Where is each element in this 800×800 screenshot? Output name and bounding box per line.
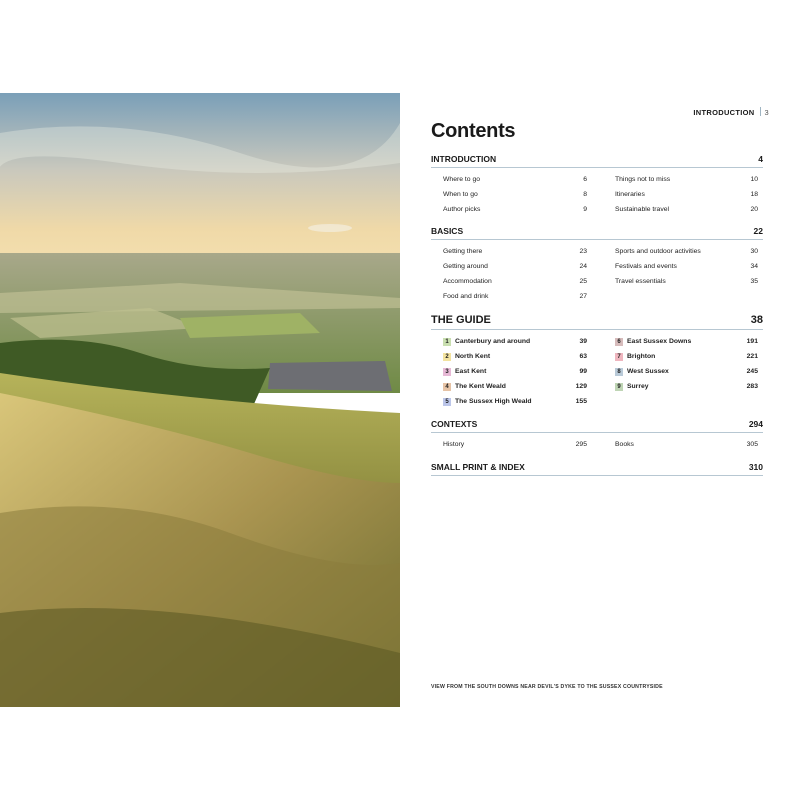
section-contexts — [431, 419, 763, 448]
entry-label: Author picks — [443, 206, 481, 213]
chapter-number-badge: 1 — [443, 338, 451, 346]
section-heading[interactable] — [431, 226, 763, 240]
chapter-entry[interactable] — [443, 337, 587, 352]
entry-page: 129 — [575, 383, 587, 390]
section-label: BASICS — [431, 226, 464, 236]
entry-page: 30 — [750, 248, 758, 255]
entry-page: 8 — [583, 191, 587, 198]
entry-page: 20 — [750, 206, 758, 213]
photo-caption: VIEW FROM THE SOUTH DOWNS NEAR DEVIL'S DYKE TO THE SUSSEX COUNTRYSIDE — [431, 684, 663, 690]
landscape-photo — [0, 93, 400, 707]
entry-page: 191 — [746, 338, 758, 345]
toc-entry[interactable] — [615, 277, 758, 292]
toc-entry[interactable] — [615, 247, 758, 262]
chapter-entry[interactable] — [443, 397, 587, 412]
running-head-label: INTRODUCTION — [693, 108, 755, 117]
entry-page: 245 — [746, 368, 758, 375]
entry-page: 35 — [750, 278, 758, 285]
section-label: INTRODUCTION — [431, 154, 497, 164]
entry-label: Festivals and events — [615, 263, 677, 270]
entry-page: 18 — [750, 191, 758, 198]
entry-page: 305 — [746, 441, 758, 448]
section-heading[interactable] — [431, 154, 763, 168]
contents-page — [431, 93, 769, 707]
entry-label: Books — [615, 441, 634, 448]
toc-entry[interactable] — [615, 440, 758, 455]
section-label: SMALL PRINT & INDEX — [431, 462, 525, 472]
entry-label: Getting around — [443, 263, 488, 270]
entry-label: The Sussex High Weald — [455, 398, 532, 405]
entry-page: 39 — [579, 338, 587, 345]
chapter-number-badge: 5 — [443, 398, 451, 406]
toc-entry[interactable] — [443, 247, 587, 262]
toc-entry[interactable] — [443, 440, 587, 455]
chapter-entry[interactable] — [443, 352, 587, 367]
toc-entry[interactable] — [615, 205, 758, 220]
entry-label: When to go — [443, 191, 478, 198]
section-small-print-index — [431, 462, 763, 476]
toc-entry[interactable] — [443, 277, 587, 292]
toc-entry[interactable] — [443, 262, 587, 277]
entry-label: Getting there — [443, 248, 483, 255]
toc-entry[interactable] — [443, 292, 587, 307]
chapter-number-badge: 4 — [443, 383, 451, 391]
chapter-entry[interactable] — [615, 352, 758, 367]
entry-label: Sports and outdoor activities — [615, 248, 701, 255]
toc-entry[interactable] — [443, 175, 587, 190]
entry-page: 99 — [579, 368, 587, 375]
chapter-entry[interactable] — [615, 382, 758, 397]
entry-label: Travel essentials — [615, 278, 666, 285]
entry-label: Food and drink — [443, 293, 489, 300]
toc-entry[interactable] — [615, 262, 758, 277]
section-basics — [431, 226, 763, 300]
entry-page: 10 — [750, 176, 758, 183]
section-page: 22 — [753, 226, 763, 236]
running-head-page: 3 — [764, 108, 769, 117]
section-label: CONTEXTS — [431, 419, 478, 429]
entry-label: The Kent Weald — [455, 383, 506, 390]
toc-entry[interactable] — [615, 175, 758, 190]
section-heading[interactable] — [431, 314, 763, 330]
chapter-number-badge: 6 — [615, 338, 623, 346]
chapter-number-badge: 7 — [615, 353, 623, 361]
entry-label: East Sussex Downs — [627, 338, 692, 345]
entry-label: History — [443, 441, 465, 448]
entry-page: 34 — [750, 263, 758, 270]
entry-label: Surrey — [627, 383, 649, 390]
entry-label: Canterbury and around — [455, 338, 531, 345]
chapter-number-badge: 2 — [443, 353, 451, 361]
entry-page: 27 — [579, 293, 587, 300]
chapter-number-badge: 8 — [615, 368, 623, 376]
chapter-entry[interactable] — [443, 382, 587, 397]
entry-label: North Kent — [455, 353, 491, 360]
section-heading[interactable] — [431, 462, 763, 476]
section-page: 38 — [750, 314, 763, 326]
entry-page: 63 — [579, 353, 587, 360]
page-title: Contents — [431, 120, 516, 142]
entry-page: 221 — [746, 353, 758, 360]
toc-entry[interactable] — [443, 205, 587, 220]
entry-label: Itineraries — [615, 191, 645, 198]
entry-page: 9 — [583, 206, 587, 213]
section-introduction — [431, 154, 763, 213]
section-label: THE GUIDE — [431, 314, 491, 326]
chapter-entry[interactable] — [443, 367, 587, 382]
entry-page: 155 — [575, 398, 587, 405]
entry-page: 23 — [579, 248, 587, 255]
entry-label: Brighton — [627, 353, 656, 360]
entry-label: West Sussex — [627, 368, 669, 375]
running-head-divider — [760, 107, 761, 116]
section-page: 4 — [758, 154, 763, 164]
section-page: 310 — [748, 462, 763, 472]
entry-label: East Kent — [455, 368, 487, 375]
toc-entry[interactable] — [443, 190, 587, 205]
chapter-number-badge: 9 — [615, 383, 623, 391]
section-page: 294 — [748, 419, 763, 429]
chapter-number-badge: 3 — [443, 368, 451, 376]
landscape-illustration — [0, 93, 400, 707]
section-the-guide — [431, 314, 763, 405]
entry-page: 283 — [746, 383, 758, 390]
entry-label: Accommodation — [443, 278, 492, 285]
section-heading[interactable] — [431, 419, 763, 433]
entry-label: Things not to miss — [615, 176, 671, 183]
chapter-entry[interactable] — [615, 337, 758, 352]
entry-page: 24 — [579, 263, 587, 270]
toc-entry[interactable] — [615, 190, 758, 205]
entry-page: 6 — [583, 176, 587, 183]
entry-label: Where to go — [443, 176, 481, 183]
entry-page: 25 — [579, 278, 587, 285]
entry-page: 295 — [575, 441, 587, 448]
entry-label: Sustainable travel — [615, 206, 670, 213]
running-head — [693, 107, 769, 117]
chapter-entry[interactable] — [615, 367, 758, 382]
